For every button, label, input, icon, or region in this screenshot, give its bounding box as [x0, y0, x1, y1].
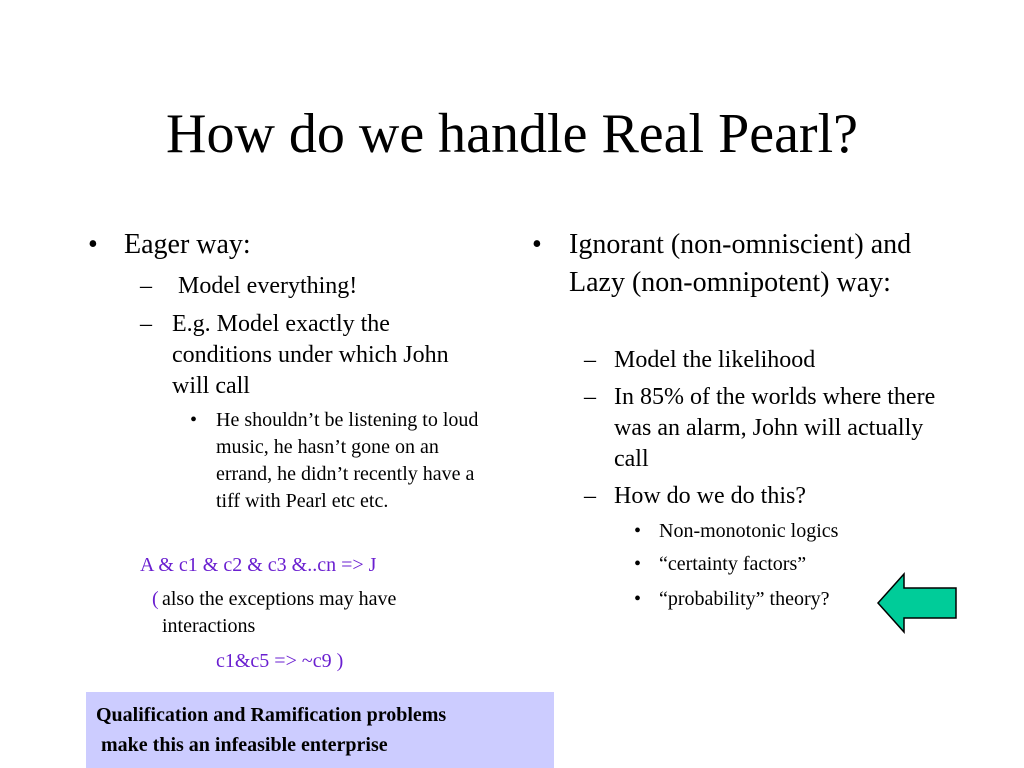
left-heading-item	[88, 226, 508, 264]
right-heading: Ignorant (non-omniscient) and Lazy (non-omnipotent) way:	[569, 229, 912, 298]
list-item-text: “certainty factors”	[659, 553, 807, 575]
formula-2: c1&c5 => ~c9 )	[216, 650, 344, 672]
right-sub-item-1	[584, 345, 964, 376]
bullet-dot: •	[532, 229, 542, 260]
right-list-item	[634, 518, 954, 545]
left-sub1: Model everything!	[172, 273, 358, 299]
left-sub-item-1	[140, 271, 500, 302]
note-line-1: Qualification and Ramification problems	[96, 704, 447, 726]
right-sub-item-2	[584, 382, 944, 475]
left-sub2: E.g. Model exactly the conditions under which John will call	[172, 311, 449, 399]
list-item-text: “probability” theory?	[659, 588, 830, 610]
left-sub-item-2	[140, 309, 460, 402]
right-sub2: In 85% of the worlds where there was an alarm, John will actually call	[614, 384, 936, 472]
bullet-dot: •	[634, 588, 642, 610]
note-line-2: make this an infeasible enterprise	[96, 734, 388, 756]
dash-marker: –	[584, 347, 596, 373]
bullet-dot: •	[634, 553, 642, 575]
right-sub1: Model the likelihood	[614, 347, 816, 373]
dash-marker: –	[140, 273, 152, 299]
bullet-dot: •	[88, 229, 98, 260]
exceptions-text: also the exceptions may have interactions	[162, 588, 397, 637]
left-arrow-icon	[876, 572, 958, 634]
paren-open: (	[152, 588, 159, 610]
left-detail-item	[190, 407, 490, 515]
bullet-dot: •	[190, 409, 198, 431]
left-detail: He shouldn’t be listening to loud music, he hasn’t gone on an errand, he didn’t recently have a tiff with Pearl etc etc.	[216, 409, 479, 512]
list-item-text: Non-monotonic logics	[659, 520, 839, 542]
dash-marker: –	[584, 384, 596, 410]
slide-title: How do we handle Real Pearl?	[166, 103, 858, 165]
right-sub3: How do we do this?	[614, 483, 806, 509]
dash-marker: –	[584, 483, 596, 509]
note-box	[86, 692, 554, 768]
exceptions-note	[152, 586, 492, 640]
left-heading: Eager way:	[124, 229, 251, 260]
bullet-dot: •	[634, 520, 642, 542]
right-sub-item-3	[584, 481, 964, 512]
dash-marker: –	[140, 311, 152, 337]
right-heading-item	[532, 226, 972, 302]
formula-1: A & c1 & c2 & c3 &..cn => J	[140, 554, 377, 576]
